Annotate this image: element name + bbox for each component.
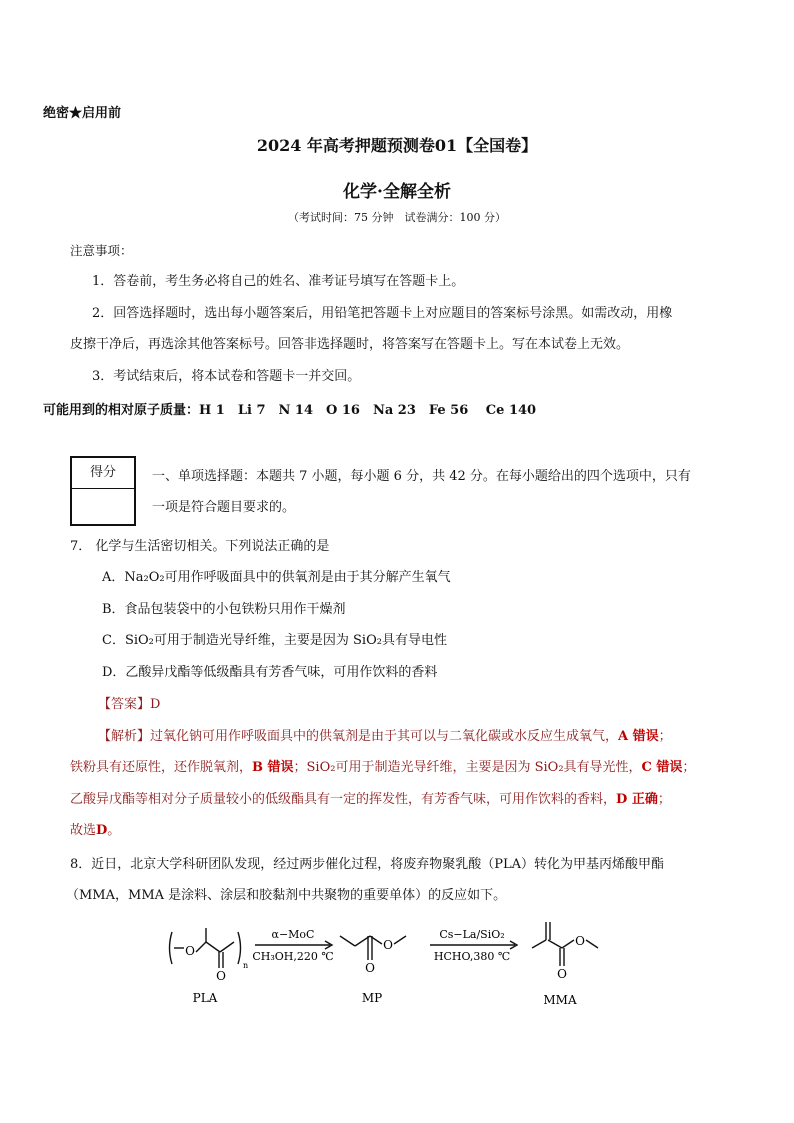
question-8-line-1: 8．近日，北京大学科研团队发现，经过两步催化过程，将废弃物聚乳酸（PLA）转化为甲基丙烯酸甲酯	[70, 857, 665, 872]
pla-structure	[170, 928, 241, 968]
analysis-text: ；	[657, 792, 671, 807]
analysis-text: ；SiO₂可用于制造光导纤维，主要是因为 SiO₂具有导光性，	[293, 760, 642, 775]
notice-item-3: 3．考试结束后，将本试卷和答题卡一并交回。	[92, 369, 361, 384]
question-7-option-a: A．Na₂O₂可用作呼吸面具中的供氧剂是由于其分解产生氧气	[102, 570, 451, 585]
mp-carbonyl-oxygen: O	[365, 961, 375, 975]
mp-ester-oxygen: O	[383, 938, 393, 952]
verdict-c: C 错误	[641, 760, 683, 775]
pla-n-subscript: n	[243, 961, 249, 970]
mp-structure	[340, 936, 406, 960]
reagent-1-bottom: CH₃OH,220 ℃	[252, 950, 334, 963]
exam-time-info: （考试时间：75 分钟 试卷满分：100 分）	[288, 211, 506, 224]
analysis-text: 乙酸异戊酯等相对分子质量较小的低级酯具有一定的挥发性，有芳香气味，可用作饮料的香料，	[70, 792, 617, 807]
question-7-option-d: D．乙酸异戊酯等低级酯具有芳香气味，可用作饮料的香料	[102, 665, 438, 680]
pla-label: PLA	[192, 991, 218, 1005]
pla-oxygen-label: O	[185, 944, 195, 958]
analysis-text: 故选	[70, 823, 97, 838]
notice-item-2-line-1: 2．回答选择题时，选出每小题答案后，用铅笔把答题卡上对应题目的答案标号涂黑。如需改动，用橡	[92, 306, 673, 321]
section-instructions-line-1: 一、单项选择题：本题共 7 小题，每小题 6 分，共 42 分。在每小题给出的四个选项中，只有	[152, 469, 691, 484]
question-7-stem: 7． 化学与生活密切相关。下列说法正确的是	[70, 539, 330, 554]
exam-title: 2024 年高考押题预测卷01【全国卷】	[256, 136, 538, 155]
analysis-line-1	[98, 727, 672, 747]
mp-label: MP	[361, 991, 383, 1005]
analysis-text: ；	[658, 729, 672, 744]
analysis-line-2	[70, 758, 695, 778]
analysis-text: ；	[682, 760, 696, 775]
reagent-1-top: α−MoC	[271, 928, 315, 941]
verdict-b: B 错误	[252, 760, 294, 775]
notice-heading: 注意事项：	[70, 243, 133, 258]
analysis-text: 铁粉具有还原性，还作脱氧剂，	[70, 760, 253, 775]
question-7-option-b: B．食品包装袋中的小包铁粉只用作干燥剂	[102, 602, 346, 617]
reagent-2-bottom: HCHO,380 ℃	[433, 950, 511, 963]
question-7-answer	[98, 695, 160, 715]
atomic-masses: 可能用到的相对原子质量：H 1 Li 7 N 14 O 16 Na 23 Fe 56 Ce 140	[43, 403, 537, 418]
answer-value: D	[150, 697, 161, 712]
analysis-line-4	[70, 821, 120, 841]
exam-subtitle: 化学·全解全析	[343, 182, 451, 202]
pla-carbonyl-oxygen: O	[216, 969, 226, 983]
mma-structure	[532, 922, 598, 966]
analysis-text: 过氧化钠可用作呼吸面具中的供氧剂是由于其可以与二氧化碳或水反应生成氧气，	[150, 729, 619, 744]
notice-item-1: 1．答卷前，考生务必将自己的姓名、准考证号填写在答题卡上。	[92, 274, 465, 289]
mma-ester-oxygen: O	[575, 934, 585, 948]
score-box	[70, 456, 136, 526]
question-8-line-2: （MMA，MMA 是涂料、涂层和胶黏剂中共聚物的重要单体）的反应如下。	[66, 888, 507, 903]
mma-label: MMA	[543, 993, 577, 1007]
question-7-option-c: C．SiO₂可用于制造光导纤维，主要是因为 SiO₂具有导电性	[102, 633, 447, 648]
notice-item-2-line-2: 皮擦干净后，再选涂其他答案标号。回答非选择题时，将答案写在答题卡上。写在本试卷上无效。	[70, 337, 630, 352]
mma-carbonyl-oxygen: O	[557, 967, 567, 981]
reaction-scheme	[150, 918, 650, 1018]
analysis-line-3	[70, 790, 671, 810]
verdict-a: A 错误	[618, 729, 659, 744]
confidential-label: 绝密★启用前	[43, 106, 122, 121]
analysis-text: 。	[107, 823, 121, 838]
reagent-2-top: Cs−La/SiO₂	[439, 928, 505, 941]
answer-label: 【答案】	[98, 697, 151, 712]
score-label: 得分	[72, 458, 134, 489]
section-instructions-line-2: 一项是符合题目要求的。	[152, 500, 296, 515]
verdict-d: D 正确	[616, 792, 658, 807]
final-choice: D	[96, 823, 108, 838]
analysis-label: 【解析】	[98, 729, 151, 744]
